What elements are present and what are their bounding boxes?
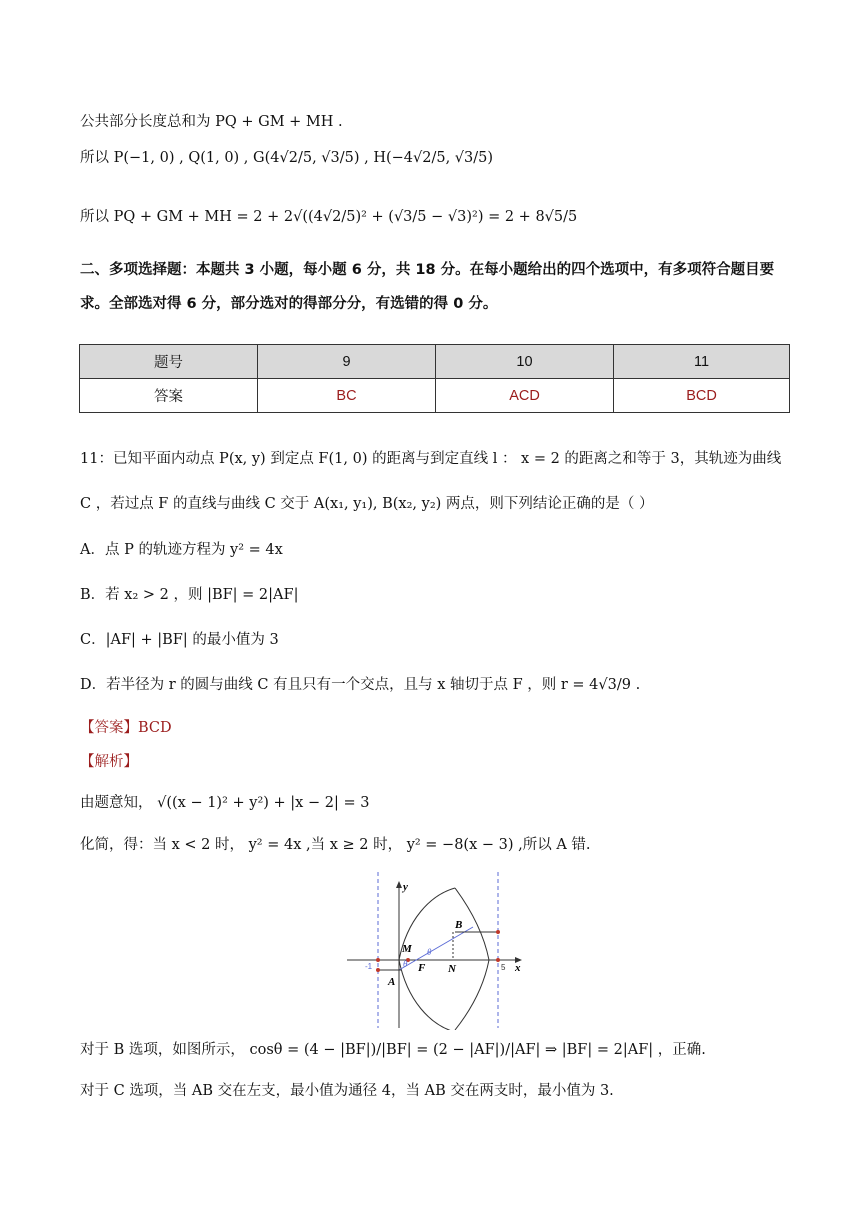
solution-text: 对于 B 选项，如图所示， cosθ = (4 − |BF|)/|BF| = (2 − |AF|)/|AF| ⇒ |BF| = 2|AF| ，正确. (80, 1042, 706, 1058)
label-b: B (455, 919, 463, 931)
solution-text: 对于 C 选项，当 AB 交在左支，最小值为通径 4，当 AB 交在两支时，最小值为 3. (80, 1083, 614, 1099)
analysis-label: 【解析】 (80, 754, 138, 770)
point-dot (496, 930, 500, 934)
answer-label: 【答案】 (80, 720, 138, 736)
point-dot (496, 958, 500, 962)
label-f: F (418, 962, 426, 974)
solution-text: 由题意知， √((x − 1)² + y²) + |x − 2| = 3 (80, 795, 370, 811)
section-heading-line-1 (80, 262, 774, 279)
answer-cell: ACD (436, 379, 614, 413)
header-cell: 9 (258, 345, 436, 379)
y-axis-arrow-icon (396, 881, 402, 888)
question-text: C ，若过点 F 的直线与曲线 C 交于 A(x₁, y₁), B(x₂, y₂) 两点，则下列结论正确的是（ ） (80, 496, 654, 512)
question-text: 11：已知平面内动点 P(x, y) 到定点 F(1, 0) 的距离与到定直线 l ： x = 2 的距离之和等于 3，其轨迹为曲线 (80, 451, 782, 467)
point-dot (376, 968, 380, 972)
label-theta: θ (403, 959, 408, 969)
option-a (80, 542, 283, 559)
analysis-line (80, 754, 138, 771)
header-cell: 题号 (80, 345, 258, 379)
point-dot (376, 958, 380, 962)
label-n: N (448, 963, 456, 975)
section-heading-text: 求。全部选对得 6 分，部分选对的得部分分，有选错的得 0 分。 (80, 296, 498, 312)
line-text: 公共部分长度总和为 PQ + GM + MH . (80, 114, 343, 130)
section-heading-text: 二、多项选择题：本题共 3 小题，每小题 6 分，共 18 分。在每小题给出的四个选项中，有多项符合题目要 (80, 262, 775, 278)
solution-line-4 (80, 1083, 614, 1100)
question-11-line-2 (80, 496, 654, 513)
option-text: C．|AF| + |BF| 的最小值为 3 (80, 632, 279, 648)
answer-table (79, 344, 790, 413)
label-y: y (403, 881, 408, 893)
solution-line-2 (80, 837, 591, 854)
answer-value: BCD (138, 720, 172, 736)
row-label-cell: 答案 (80, 379, 258, 413)
answer-table-header-row (80, 345, 790, 379)
header-cell: 11 (614, 345, 790, 379)
parabola-left-lower (399, 960, 455, 1030)
parabola-right-branch (455, 888, 489, 1030)
option-d (80, 677, 640, 694)
header-cell: 10 (436, 345, 614, 379)
tick-label-neg1: -1 (365, 962, 373, 971)
text-line-points (80, 150, 493, 167)
label-theta: θ (427, 947, 432, 957)
solution-text: 化简，得：当 x < 2 时， y² = 4x ,当 x ≥ 2 时， y² = −8(x − 3) ,所以 A 错. (80, 837, 591, 853)
option-text: D．若半径为 r 的圆与曲线 C 有且只有一个交点，且与 x 轴切于点 F ，则 r = 4√3/9 . (80, 677, 641, 693)
label-m: M (402, 943, 412, 955)
option-text: B．若 x₂ > 2 ，则 |BF| = 2|AF| (80, 587, 299, 603)
answer-line (80, 720, 172, 737)
solution-line-3 (80, 1042, 706, 1059)
option-b (80, 587, 298, 604)
tick-label-5: 5 (501, 963, 506, 972)
option-text: A．点 P 的轨迹方程为 y² = 4x (80, 542, 283, 558)
text-line-sum-formula (80, 209, 577, 226)
line-text: 所以 PQ + GM + MH = 2 + 2√((4√2/5)² + (√3/5 − √3)²) = 2 + 8√5/5 (80, 209, 578, 225)
label-x: x (515, 962, 521, 974)
option-c (80, 632, 279, 649)
answer-cell: BCD (614, 379, 790, 413)
answer-table-row (80, 379, 790, 413)
answer-cell: BC (258, 379, 436, 413)
solution-line-1 (80, 795, 369, 812)
label-a: A (388, 976, 396, 988)
section-heading-line-2 (80, 296, 497, 313)
line-text: 所以 P(−1, 0) , Q(1, 0) , G(4√2/5, √3/5) , H(−4√2/5, √3/5) (80, 150, 494, 166)
question-11-line-1 (80, 451, 781, 468)
parabola-figure (345, 870, 535, 1030)
text-line-common-length (80, 114, 343, 131)
